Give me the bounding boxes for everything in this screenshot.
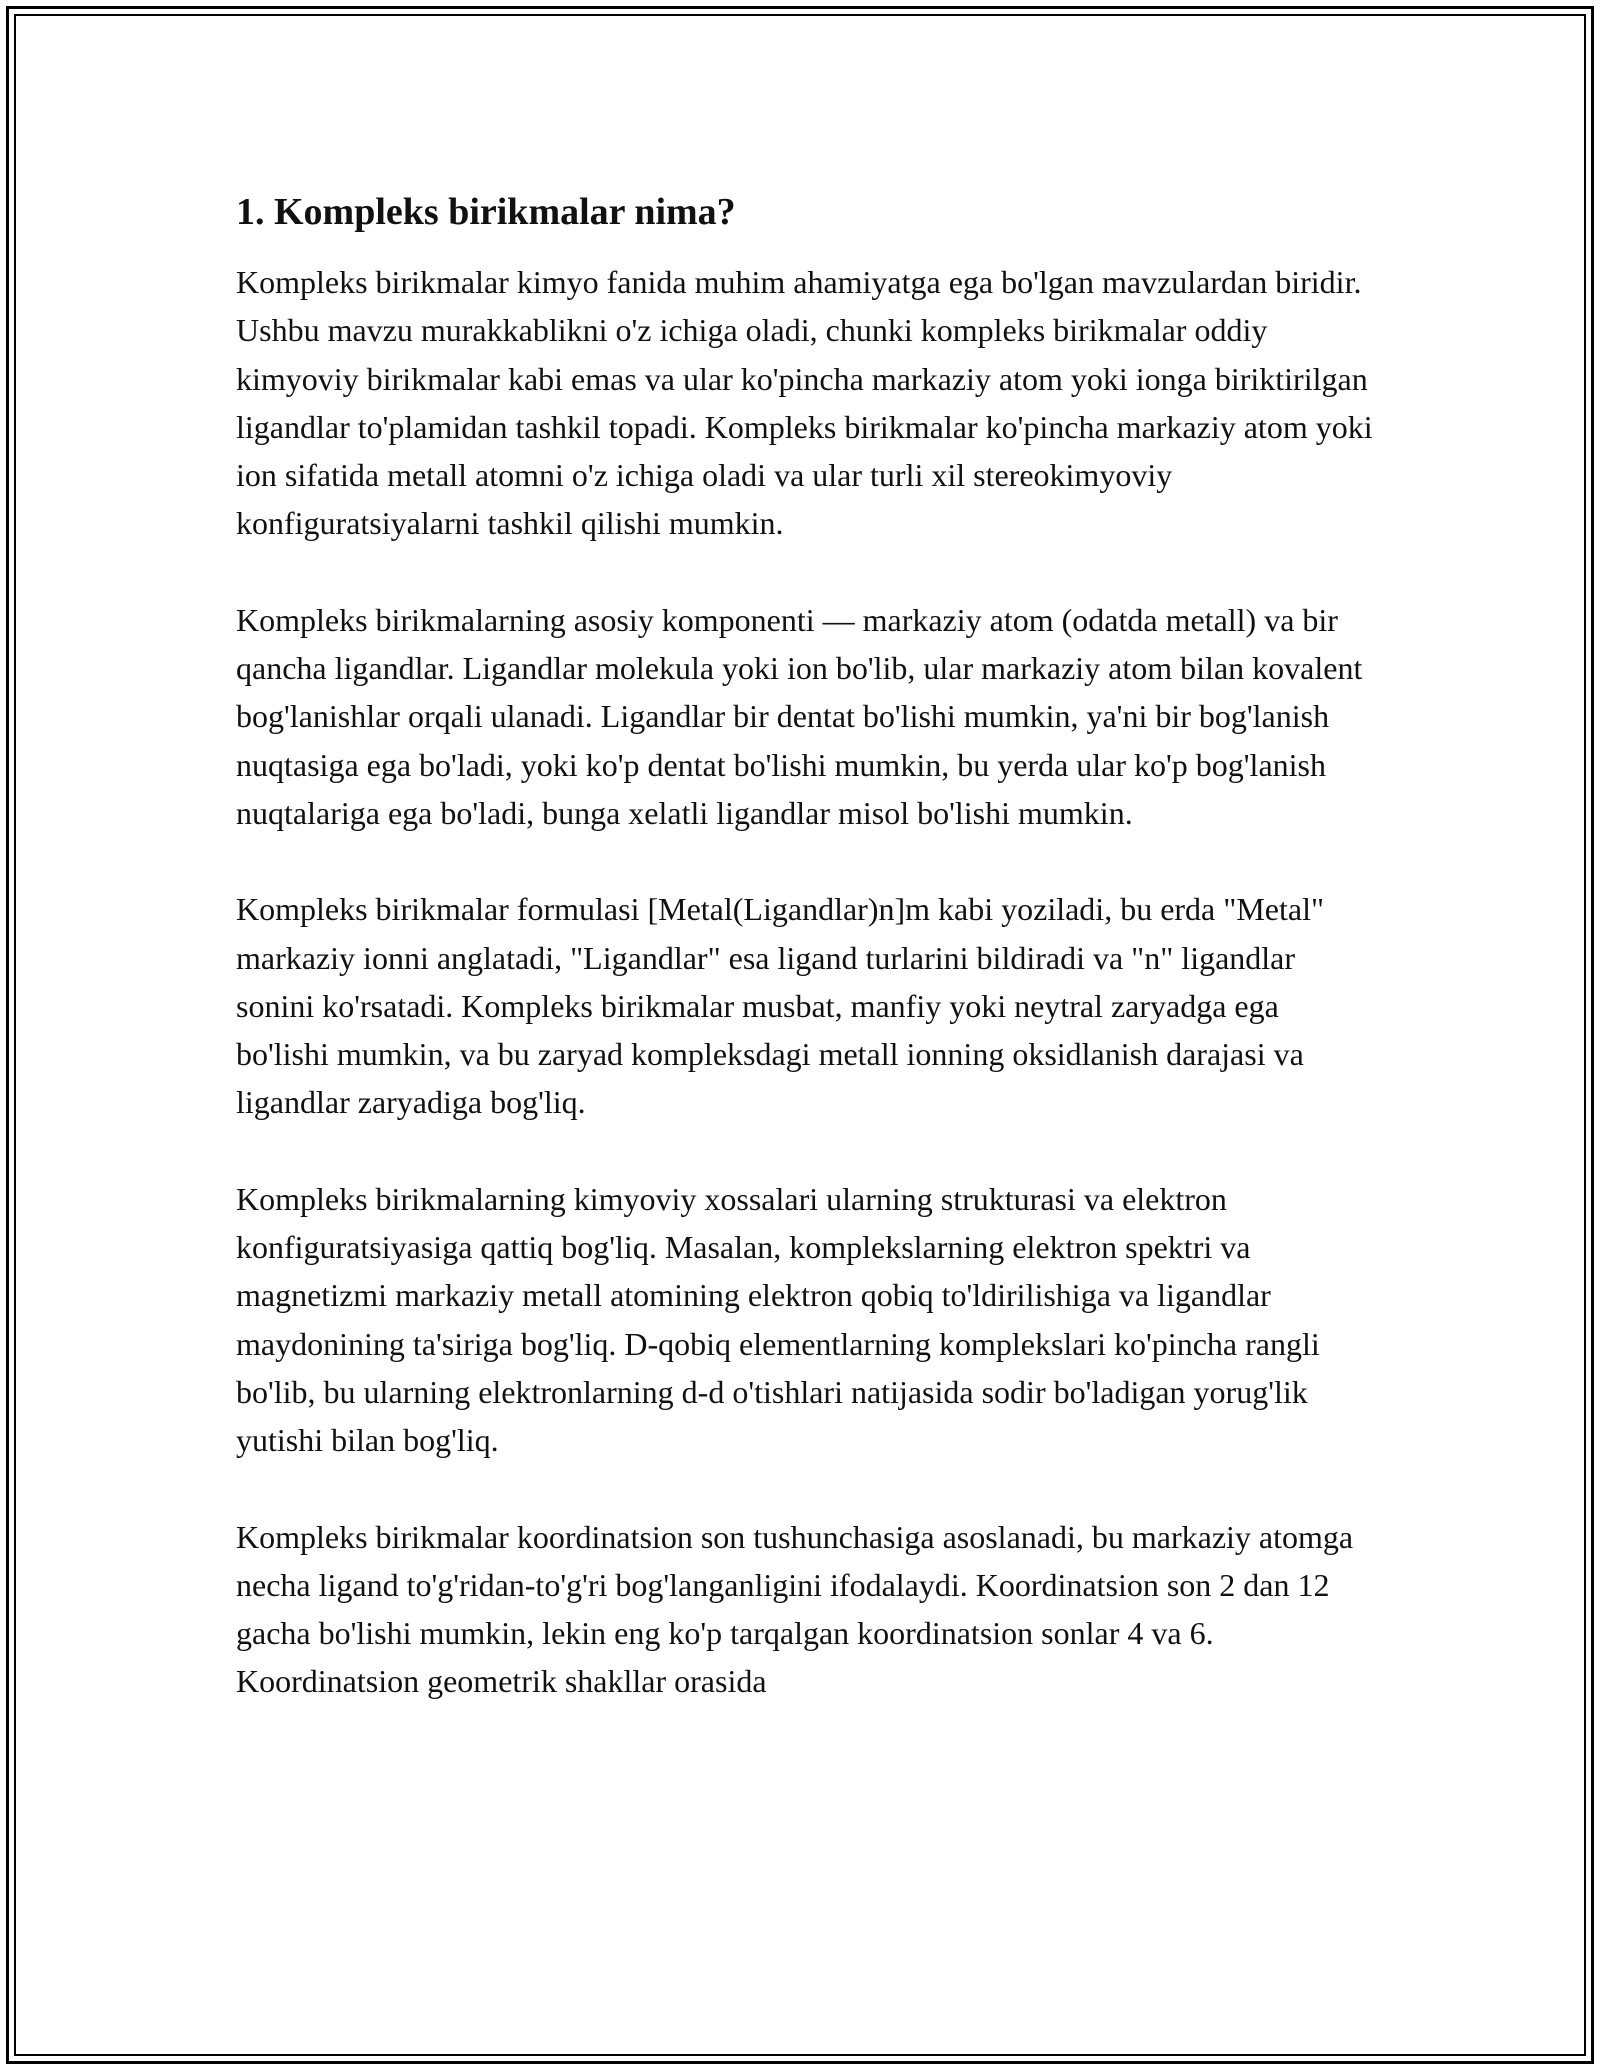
paragraph-4: Kompleks birikmalarning kimyoviy xossalari ularning strukturasi va elektron konfiguratsiyasiga qattiq bog'liq. Masalan, komplekslarning elektron spektri va magnetizmi markaziy metall atomining elektron qobiq to'ldirilishiga va ligandlar maydonining ta'siriga bog'liq. D-qobiq elementlarning komplekslari ko'pincha rangli bo'lib, bu ularning elektronlarning d-d o'tishlari natijasida sodir bo'ladigan yorug'lik yutishi bilan bog'liq. <box>236 1180 1320 1459</box>
paragraph-1: Kompleks birikmalar kimyo fanida muhim ahamiyatga ega bo'lgan mavzulardan biridir. Ushbu mavzu murakkablikni o'z ichiga oladi, chunki kompleks birikmalar oddiy kimyoviy birikmalar kabi emas va ular ko'pincha markaziy atom yoki ionga biriktirilgan ligandlar to'plamidan tashkil topadi. Kompleks birikmalar ko'pincha markaziy atom yoki ion sifatida metall atomni o'z ichiga oladi va ular turli xil stereokimyoviy konfiguratsiyalarni tashkil qilishi mumkin. <box>236 264 1373 542</box>
document-body <box>236 186 1376 1754</box>
paragraph-3: Kompleks birikmalar formulasi [Metal(Ligandlar)n]m kabi yoziladi, bu erda "Metal" markaziy ionni anglatadi, "Ligandlar" esa ligand turlarini bildiradi va "n" ligandlar sonini ko'rsatadi. Kompleks birikmalar musbat, manfiy yoki neytral zaryadga ega bo'lishi mumkin, va bu zaryad kompleksdagi metall ionning oksidlanish darajasi va ligandlar zaryadiga bog'liq. <box>236 891 1325 1121</box>
paragraph-2: Kompleks birikmalarning asosiy komponenti — markaziy atom (odatda metall) va bir qancha ligandlar. Ligandlar molekula yoki ion bo'lib, ular markaziy atom bilan kovalent bog'lanishlar orqali ulanadi. Ligandlar bir dentat bo'lishi mumkin, ya'ni bir bog'lanish nuqtasiga ega bo'ladi, yoki ko'p dentat bo'lishi mumkin, bu yerda ular ko'p bog'lanish nuqtalariga ega bo'ladi, bunga xelatli ligandlar misol bo'lishi mumkin. <box>236 601 1363 831</box>
paragraph-5: Kompleks birikmalar koordinatsion son tushunchasiga asoslanadi, bu markaziy atomga necha ligand to'g'ridan-to'g'ri bog'langanligini ifodalaydi. Koordinatsion son 2 dan 12 gacha bo'lishi mumkin, lekin eng ko'p tarqalgan koordinatsion sonlar 4 va 6. Koordinatsion geometrik shakllar orasida <box>236 1518 1354 1700</box>
section-title: 1. Kompleks birikmalar nima? <box>236 191 736 233</box>
